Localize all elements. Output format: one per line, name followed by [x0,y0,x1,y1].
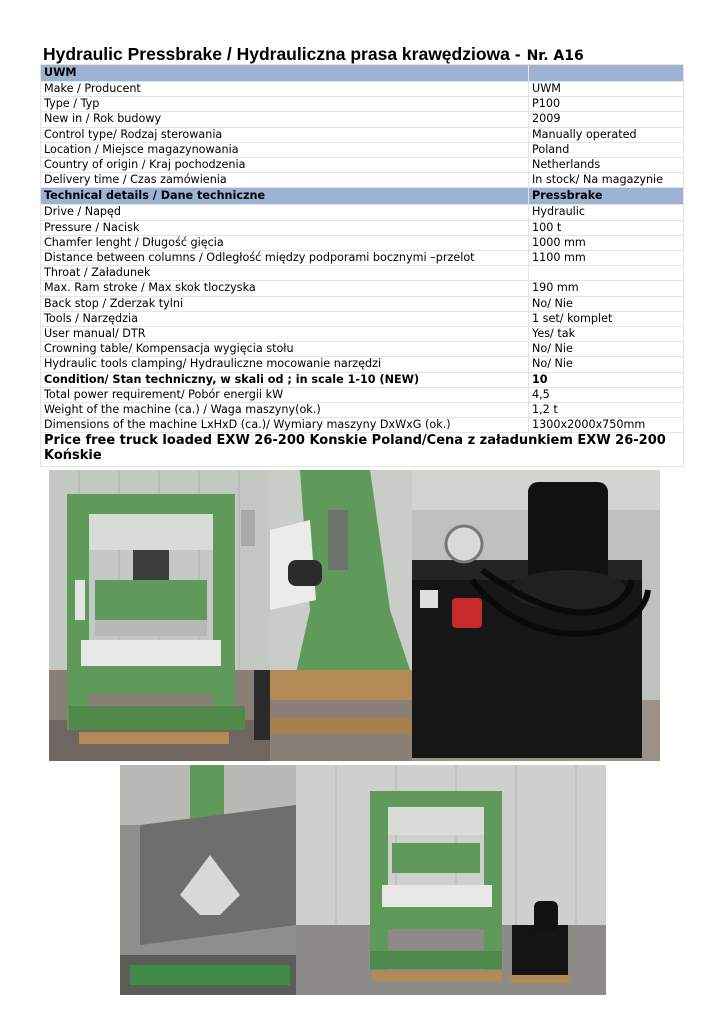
row-value: Hydraulic [529,205,684,220]
section-label: Technical details / Dane techniczne [41,188,529,205]
row-value: 4,5 [529,387,684,402]
table-row [41,357,684,372]
row-value: 1000 mm [529,235,684,250]
table-row [41,97,684,112]
row-value: 1,2 t [529,403,684,418]
row-label: Chamfer lenght / Długość gięcia [41,235,529,250]
page-title [43,44,584,65]
photo-press-overview [296,765,606,995]
price-row [41,433,684,467]
table-row [41,205,684,220]
row-label: New in / Rok budowy [41,112,529,127]
table-row [41,281,684,296]
row-label: Throat / Załadunek [41,266,529,281]
row-label: Crowning table/ Kompensacja wygięcia stołu [41,342,529,357]
row-label: Control type/ Rodzaj sterowania [41,127,529,142]
row-value: 190 mm [529,281,684,296]
spec-table [40,64,684,467]
row-value: Yes/ tak [529,327,684,342]
row-value: 2009 [529,112,684,127]
table-row [41,127,684,142]
table-row [41,327,684,342]
table-row [41,82,684,97]
item-number: Nr. A16 [526,48,584,64]
section-label: UWM [41,65,529,82]
section-header-uwm [41,65,684,82]
row-value: No/ Nie [529,296,684,311]
row-value: 100 t [529,220,684,235]
row-label: Condition/ Stan techniczny, w skali od ; in scale 1-10 (NEW) [41,372,529,387]
table-row [41,251,684,266]
row-value: P100 [529,97,684,112]
row-value: No/ Nie [529,357,684,372]
table-row [41,173,684,188]
table-row [41,418,684,433]
row-value: 1100 mm [529,251,684,266]
row-label: User manual/ DTR [41,327,529,342]
row-value: Netherlands [529,158,684,173]
row-value: 1300x2000x750mm [529,418,684,433]
section-value: Pressbrake [529,188,684,205]
table-row [41,158,684,173]
row-value: In stock/ Na magazynie [529,173,684,188]
photo-press-front [49,470,270,761]
photo-press-side [270,470,412,761]
row-value: Poland [529,142,684,157]
row-value: No/ Nie [529,342,684,357]
row-label: Weight of the machine (ca.) / Waga maszyny(ok.) [41,403,529,418]
row-value: Manually operated [529,127,684,142]
table-row-condition [41,372,684,387]
table-row [41,342,684,357]
row-value: 10 [529,372,684,387]
table-row [41,112,684,127]
row-label: Location / Miejsce magazynowania [41,142,529,157]
table-row [41,296,684,311]
row-label: Drive / Napęd [41,205,529,220]
row-label: Total power requirement/ Pobór energii kW [41,387,529,402]
table-row [41,266,684,281]
table-row [41,235,684,250]
table-row [41,311,684,326]
row-value: 1 set/ komplet [529,311,684,326]
section-header-technical [41,188,684,205]
row-value: UWM [529,82,684,97]
table-row [41,220,684,235]
title-text: Hydraulic Pressbrake / Hydrauliczna prasa krawędziowa - [43,44,521,64]
row-label: Pressure / Nacisk [41,220,529,235]
row-label: Back stop / Zderzak tylni [41,296,529,311]
photo-hydraulic-unit [412,470,660,761]
row-label: Distance between columns / Odległość między podporami bocznymi –przelot [41,251,529,266]
price-text: Price free truck loaded EXW 26-200 Konskie Poland/Cena z załadunkiem EXW 26-200 Końskie [41,433,684,467]
row-label: Tools / Narzędzia [41,311,529,326]
table-row [41,403,684,418]
row-label: Dimensions of the machine LxHxD (ca.)/ Wymiary maszyny DxWxG (ok.) [41,418,529,433]
table-row [41,142,684,157]
row-label: Country of origin / Kraj pochodzenia [41,158,529,173]
photo-tooling-closeup [120,765,296,995]
row-label: Delivery time / Czas zamówienia [41,173,529,188]
table-row [41,387,684,402]
row-label: Make / Producent [41,82,529,97]
row-value [529,266,684,281]
section-value [529,65,684,82]
row-label: Max. Ram stroke / Max skok tloczyska [41,281,529,296]
row-label: Type / Typ [41,97,529,112]
row-label: Hydraulic tools clamping/ Hydrauliczne mocowanie narzędzi [41,357,529,372]
